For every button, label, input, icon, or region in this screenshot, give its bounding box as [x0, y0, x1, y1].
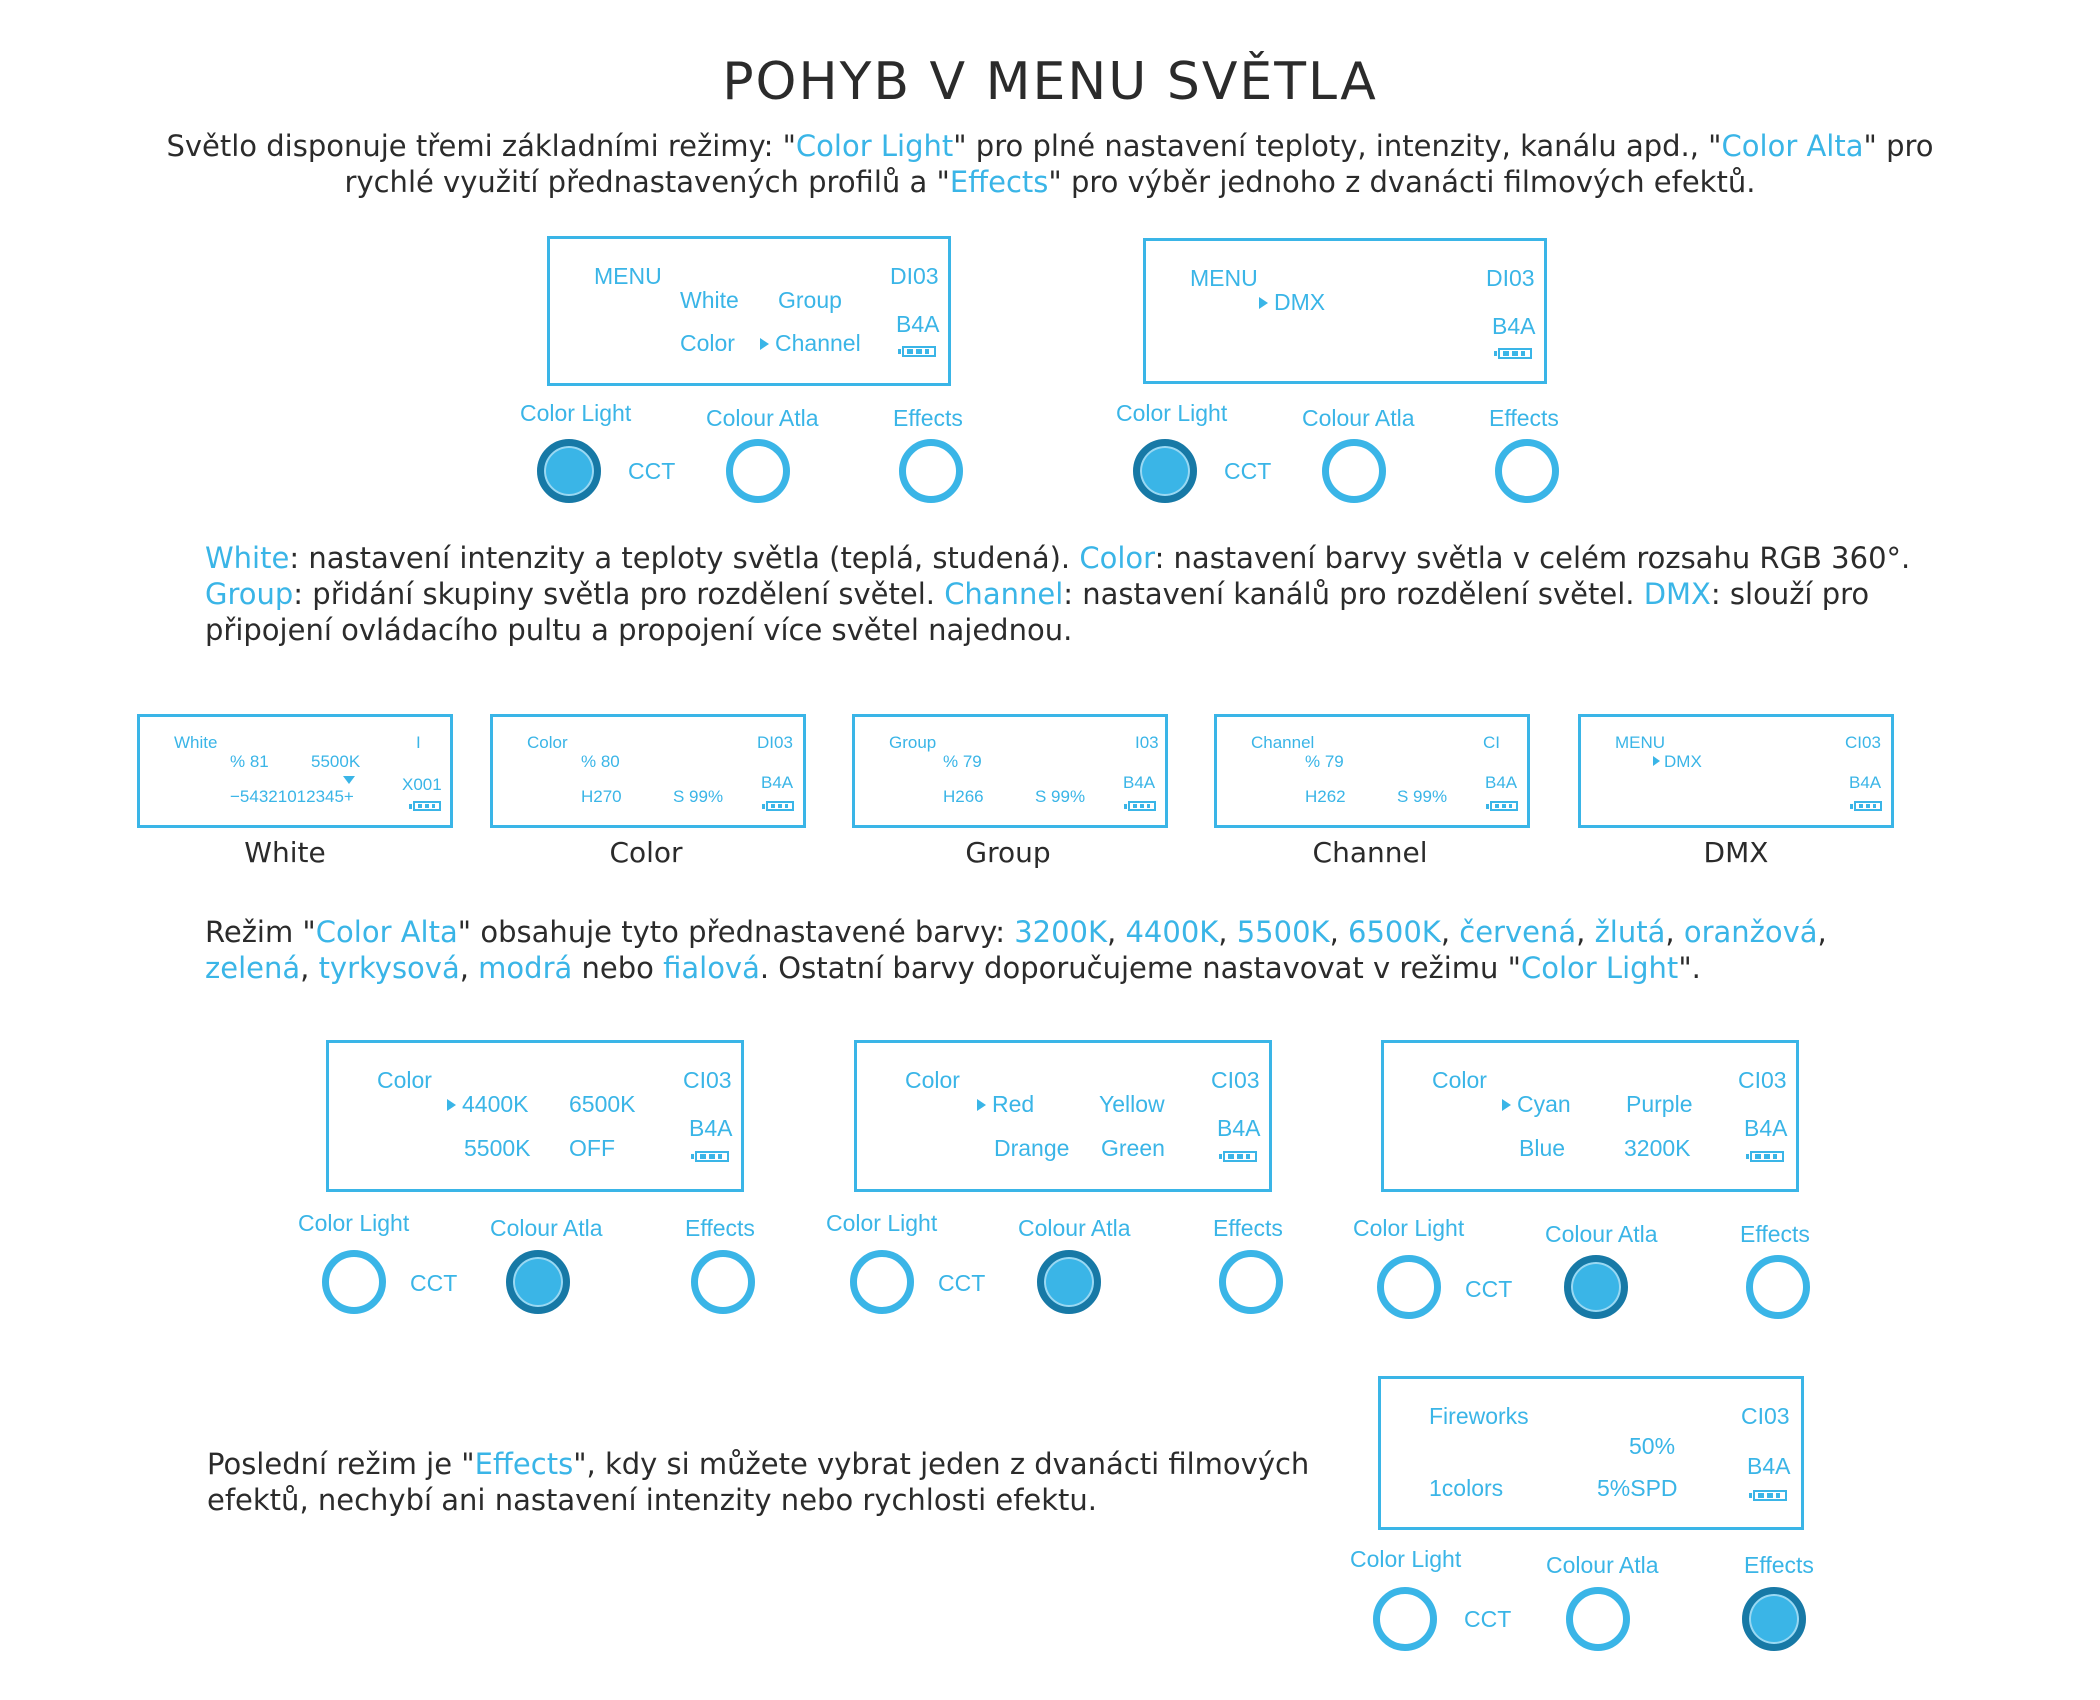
selector-arrow-icon — [1502, 1099, 1511, 1111]
screen-b4a: B4A — [1485, 773, 1518, 792]
menu-item-channel: Channel — [760, 330, 861, 357]
saturation-value: S 99% — [1035, 787, 1086, 806]
screen-title: MENU — [1190, 265, 1258, 291]
colour-atla-knob[interactable] — [1566, 1587, 1630, 1651]
screen-b4a: B4A — [1492, 313, 1536, 339]
effects-knob[interactable] — [691, 1250, 755, 1314]
effects-knob[interactable] — [1495, 439, 1559, 503]
dmx-screen-label: DMX — [1703, 836, 1769, 869]
battery-icon — [1490, 801, 1518, 811]
white-screen — [137, 714, 453, 828]
intensity-value: % 79 — [943, 752, 982, 771]
screen-title: Color — [905, 1067, 960, 1093]
colour-atla-label: Colour Atla — [1018, 1215, 1131, 1241]
saturation-value: S 99% — [673, 787, 724, 806]
selector-arrow-icon — [760, 338, 769, 350]
screen-title: Color — [527, 733, 568, 752]
selector-arrow-icon — [1653, 756, 1660, 766]
effect-colors: 1colors — [1429, 1475, 1504, 1501]
color-light-knob[interactable] — [1377, 1255, 1441, 1319]
menu-item-color: Color — [680, 330, 735, 356]
screen-id: CI — [1483, 733, 1500, 752]
temperature-value: 5500K — [311, 752, 361, 771]
group-screen — [852, 714, 1168, 828]
screen-b4a: B4A — [1744, 1115, 1788, 1141]
battery-icon — [1753, 1490, 1787, 1501]
screen-title: Color — [1432, 1067, 1487, 1093]
channel-screen — [1214, 714, 1530, 828]
battery-icon — [1854, 801, 1882, 811]
alta-screen-2 — [854, 1040, 1272, 1192]
intensity-value: % 79 — [1305, 752, 1344, 771]
alta-screen-3 — [1381, 1040, 1799, 1192]
battery-icon — [1128, 801, 1156, 811]
saturation-value: S 99% — [1397, 787, 1448, 806]
colour-atla-label: Colour Atla — [1546, 1552, 1659, 1578]
scale-value: −54321012345+ — [230, 787, 354, 806]
battery-icon — [766, 801, 794, 811]
intensity-value: % 81 — [230, 752, 269, 771]
battery-icon — [413, 801, 441, 811]
intensity-value: % 80 — [581, 752, 620, 771]
screen-b4a: B4A — [1849, 773, 1882, 792]
screen-id: CI03 — [683, 1067, 732, 1093]
menu-screen-1 — [547, 236, 951, 386]
color-light-knob[interactable] — [1133, 439, 1197, 503]
effects-label: Effects — [1744, 1552, 1814, 1578]
selector-arrow-icon — [447, 1099, 456, 1111]
battery-icon — [902, 346, 936, 357]
effects-knob[interactable] — [1742, 1587, 1806, 1651]
colour-atla-knob[interactable] — [1037, 1250, 1101, 1314]
preset-b: Yellow — [1099, 1091, 1165, 1117]
hue-value: H266 — [943, 787, 984, 806]
hue-value: H270 — [581, 787, 622, 806]
color-light-knob[interactable] — [850, 1250, 914, 1314]
menu-item-dmx: DMX — [1259, 289, 1325, 316]
effects-paragraph: Poslední režim je "Effects", kdy si můžete vybrat jeden z dvanácti filmových efektů, nechybí ani nastavení intenzity nebo rychlosti efektu. — [207, 1447, 1310, 1517]
menu-item-group: Group — [778, 287, 842, 313]
preset-c: 5500K — [464, 1135, 531, 1161]
color-light-label: Color Light — [520, 400, 632, 426]
intro-paragraph: Světlo disponuje třemi základními režimy: "Color Light" pro plné nastavení teploty, intenzity, kanálu apd., "Color Alta" pro rychlé využití přednastavených profilů a "Effects" pro výběr jednoho z dvanácti filmových efektů. — [166, 129, 1934, 199]
preset-a: 4400K — [447, 1091, 529, 1118]
screen-b4a: B4A — [896, 311, 940, 337]
marker-down-icon — [343, 776, 355, 784]
color-light-label: Color Light — [1116, 400, 1228, 426]
effect-name: Fireworks — [1429, 1403, 1529, 1429]
colour-atla-label: Colour Atla — [706, 405, 819, 431]
preset-c: Blue — [1519, 1135, 1566, 1161]
hue-value: H262 — [1305, 787, 1346, 806]
screen-title: White — [174, 733, 218, 752]
battery-icon — [695, 1151, 729, 1162]
screen-title: Channel — [1251, 733, 1315, 752]
battery-icon — [1750, 1151, 1784, 1162]
effects-label: Effects — [685, 1215, 755, 1241]
color-light-knob[interactable] — [537, 439, 601, 503]
screen-id: CI03 — [1211, 1067, 1260, 1093]
screen-id: DI03 — [890, 263, 939, 289]
cct-label: CCT — [628, 458, 676, 484]
preset-d: OFF — [569, 1135, 615, 1161]
screen-title: Group — [889, 733, 937, 752]
effect-intensity: 50% — [1629, 1433, 1676, 1459]
battery-icon — [1498, 348, 1532, 359]
colour-atla-knob[interactable] — [1322, 439, 1386, 503]
selector-arrow-icon — [977, 1099, 986, 1111]
menu-item-dmx: DMX — [1653, 752, 1702, 772]
screen-title: MENU — [594, 263, 662, 289]
colour-atla-knob[interactable] — [1564, 1255, 1628, 1319]
screen-id: CI03 — [1738, 1067, 1787, 1093]
screen-code: X001 — [402, 775, 442, 794]
effect-speed: 5%SPD — [1597, 1475, 1678, 1501]
colour-atla-label: Colour Atla — [1302, 405, 1415, 431]
effects-label: Effects — [893, 405, 963, 431]
preset-b: 6500K — [569, 1091, 636, 1117]
alta-screen-1 — [326, 1040, 744, 1192]
selector-arrow-icon — [1259, 297, 1268, 309]
battery-icon — [1223, 1151, 1257, 1162]
cct-label: CCT — [1465, 1276, 1513, 1302]
effects-label: Effects — [1740, 1221, 1810, 1247]
effects-knob[interactable] — [1219, 1250, 1283, 1314]
screen-id: CI03 — [1741, 1403, 1790, 1429]
channel-screen-label: Channel — [1312, 836, 1428, 869]
group-screen-label: Group — [965, 836, 1051, 869]
effects-knob[interactable] — [899, 439, 963, 503]
color-light-label: Color Light — [298, 1210, 410, 1236]
screen-b4a: B4A — [761, 773, 794, 792]
cct-label: CCT — [1464, 1606, 1512, 1632]
screen-title: MENU — [1615, 733, 1666, 752]
color-alta-paragraph: Režim "Color Alta" obsahuje tyto přednastavené barvy: 3200K, 4400K, 5500K, 6500K, červená, žlutá, oranžová, zelená, tyrkysová, modrá nebo fialová. Ostatní barvy doporučujeme nastavovat v režimu "Color Light". — [205, 915, 1827, 985]
color-screen-label: Color — [609, 836, 683, 869]
cct-label: CCT — [938, 1270, 986, 1296]
colour-atla-label: Colour Atla — [490, 1215, 603, 1241]
effects-knob[interactable] — [1746, 1255, 1810, 1319]
color-light-label: Color Light — [1353, 1215, 1465, 1241]
colour-atla-knob[interactable] — [506, 1250, 570, 1314]
cct-label: CCT — [410, 1270, 458, 1296]
colour-atla-label: Colour Atla — [1545, 1221, 1658, 1247]
color-light-knob[interactable] — [1373, 1587, 1437, 1651]
cct-label: CCT — [1224, 458, 1272, 484]
screen-id: CI03 — [1845, 733, 1881, 752]
screen-title: Color — [377, 1067, 432, 1093]
screen-id: I — [416, 733, 421, 752]
menu-screen-2 — [1143, 238, 1547, 384]
preset-b: Purple — [1626, 1091, 1693, 1117]
color-screen — [490, 714, 806, 828]
effects-label: Effects — [1213, 1215, 1283, 1241]
color-light-label: Color Light — [1350, 1546, 1462, 1572]
preset-d: 3200K — [1624, 1135, 1691, 1161]
preset-c: Drange — [994, 1135, 1070, 1161]
screen-id: DI03 — [1486, 265, 1535, 291]
preset-a: Red — [977, 1091, 1034, 1118]
preset-a: Cyan — [1502, 1091, 1571, 1118]
screen-b4a: B4A — [1747, 1453, 1791, 1479]
screen-b4a: B4A — [689, 1115, 733, 1141]
white-screen-label: White — [244, 836, 326, 869]
screen-b4a: B4A — [1217, 1115, 1261, 1141]
color-light-label: Color Light — [826, 1210, 938, 1236]
effects-screen — [1378, 1376, 1804, 1530]
screen-b4a: B4A — [1123, 773, 1156, 792]
page-title: POHYB V MENU SVĚTLA — [722, 52, 1378, 112]
screen-id: I03 — [1135, 733, 1159, 752]
effects-label: Effects — [1489, 405, 1559, 431]
screen-id: DI03 — [757, 733, 793, 752]
modes-description: White: nastavení intenzity a teploty světla (teplá, studená). Color: nastavení barvy světla v celém rozsahu RGB 360°. Group: přidání skupiny světla pro rozdělení světel. Channel: nastavení kanálů pro rozdělení světel. DMX: slouží pro připojení ovládacího pultu a propojení více světel najednou. — [205, 541, 1911, 647]
preset-d: Green — [1101, 1135, 1165, 1161]
menu-item-white: White — [680, 287, 739, 313]
dmx-screen — [1578, 714, 1894, 828]
color-light-knob[interactable] — [322, 1250, 386, 1314]
colour-atla-knob[interactable] — [726, 439, 790, 503]
